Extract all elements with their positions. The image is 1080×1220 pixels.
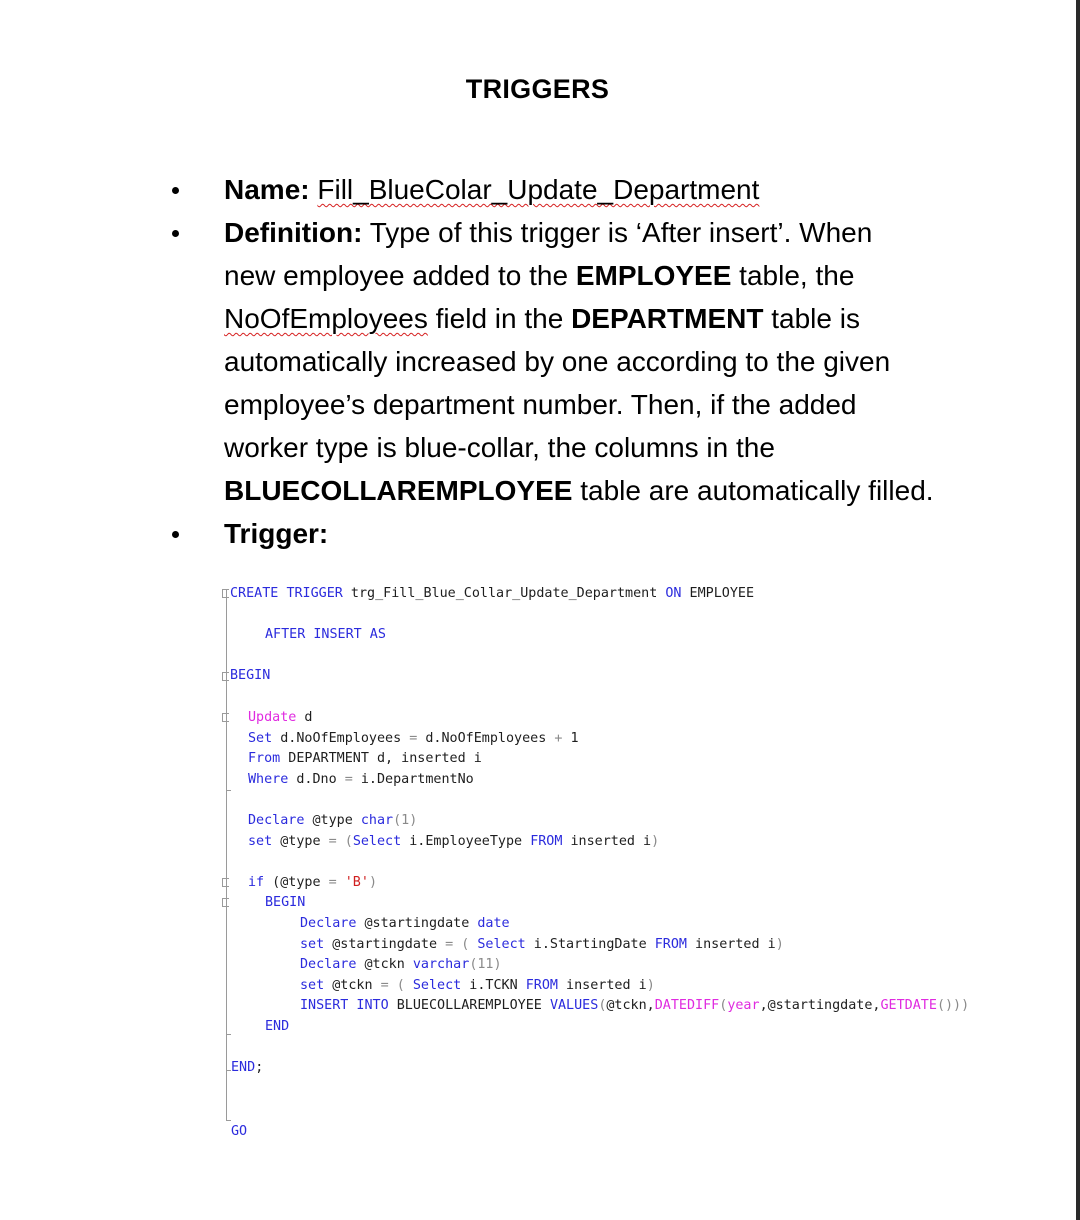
page-edge-border xyxy=(1076,0,1080,1220)
code-line-create: CREATE TRIGGER trg_Fill_Blue_Collar_Update_Department ON EMPLOYEE xyxy=(230,586,755,601)
fold-collapse-icon[interactable] xyxy=(222,713,229,722)
fold-collapse-icon[interactable] xyxy=(222,589,229,598)
bullet-definition xyxy=(0,211,964,512)
definition-label: Definition: xyxy=(224,217,363,248)
code-line-begin-inner: BEGIN xyxy=(265,895,306,910)
bluecollar-table-name: BLUECOLLAREMPLOYEE xyxy=(224,475,573,506)
code-line-from: From DEPARTMENT d, inserted i xyxy=(248,751,482,766)
code-line-insert: INSERT INTO BLUECOLLAREMPLOYEE VALUES(@tckn,DATEDIFF(year,@startingdate,GETDATE())) xyxy=(300,998,970,1013)
definition-text: table are automatically filled. xyxy=(572,475,934,506)
bullet-dot-icon xyxy=(172,531,179,538)
definition-text: field in the xyxy=(427,303,572,334)
field-name: NoOfEmployees xyxy=(224,303,428,334)
definition-text: Type of this trigger is ‘After insert’. When xyxy=(362,217,873,248)
code-line-set: Set d.NoOfEmployees = d.NoOfEmployees + 1 xyxy=(248,731,579,746)
definition-text: table, the xyxy=(731,260,855,291)
trigger-name-value: Fill_BlueColar_Update_Department xyxy=(317,174,760,205)
fold-collapse-icon[interactable] xyxy=(222,898,229,907)
code-line-declare-startingdate: Declare @startingdate date xyxy=(300,916,510,931)
definition-text: employee’s department number. Then, if the added xyxy=(224,389,857,420)
code-line-begin: BEGIN xyxy=(230,668,271,683)
code-line-declare-tckn: Declare @tckn varchar(11) xyxy=(300,957,502,972)
definition-text: table is xyxy=(763,303,860,334)
department-table-name: DEPARTMENT xyxy=(571,303,764,334)
definition-text: worker type is blue-collar, the columns in the xyxy=(224,432,775,463)
code-line-update: Update d xyxy=(248,710,313,725)
page-title: TRIGGERS xyxy=(465,74,610,104)
code-line-go: GO xyxy=(231,1124,248,1139)
bullet-dot-icon xyxy=(172,187,179,194)
code-line-end: END; xyxy=(231,1060,264,1075)
definition-text: new employee added to the xyxy=(224,260,576,291)
bullet-name xyxy=(0,168,964,211)
code-line-after-insert: AFTER INSERT AS xyxy=(265,627,386,642)
outline-guide xyxy=(226,590,227,1120)
name-label: Name: xyxy=(224,174,310,205)
bullet-trigger xyxy=(0,512,964,555)
code-line-set-startingdate: set @startingdate = ( Select i.StartingDate FROM inserted i) xyxy=(300,937,784,952)
code-line-set-type: set @type = (Select i.EmployeeType FROM inserted i) xyxy=(248,834,660,849)
outline-tick xyxy=(226,1034,231,1035)
bullet-list xyxy=(0,168,1075,555)
outline-tick xyxy=(226,1120,231,1121)
code-line-if: if (@type = 'B') xyxy=(248,875,377,890)
bullet-dot-icon xyxy=(172,230,179,237)
trigger-label: Trigger: xyxy=(224,518,329,549)
code-line-set-tckn: set @tckn = ( Select i.TCKN FROM inserted i) xyxy=(300,978,655,993)
definition-text: automatically increased by one according to the given xyxy=(224,346,891,377)
employee-table-name: EMPLOYEE xyxy=(575,260,732,291)
outline-tick xyxy=(226,790,231,791)
code-line-end-inner: END xyxy=(265,1019,290,1034)
fold-collapse-icon[interactable] xyxy=(222,672,229,681)
code-line-where: Where d.Dno = i.DepartmentNo xyxy=(248,772,474,787)
code-line-declare-type: Declare @type char(1) xyxy=(248,813,418,828)
fold-collapse-icon[interactable] xyxy=(222,878,229,887)
